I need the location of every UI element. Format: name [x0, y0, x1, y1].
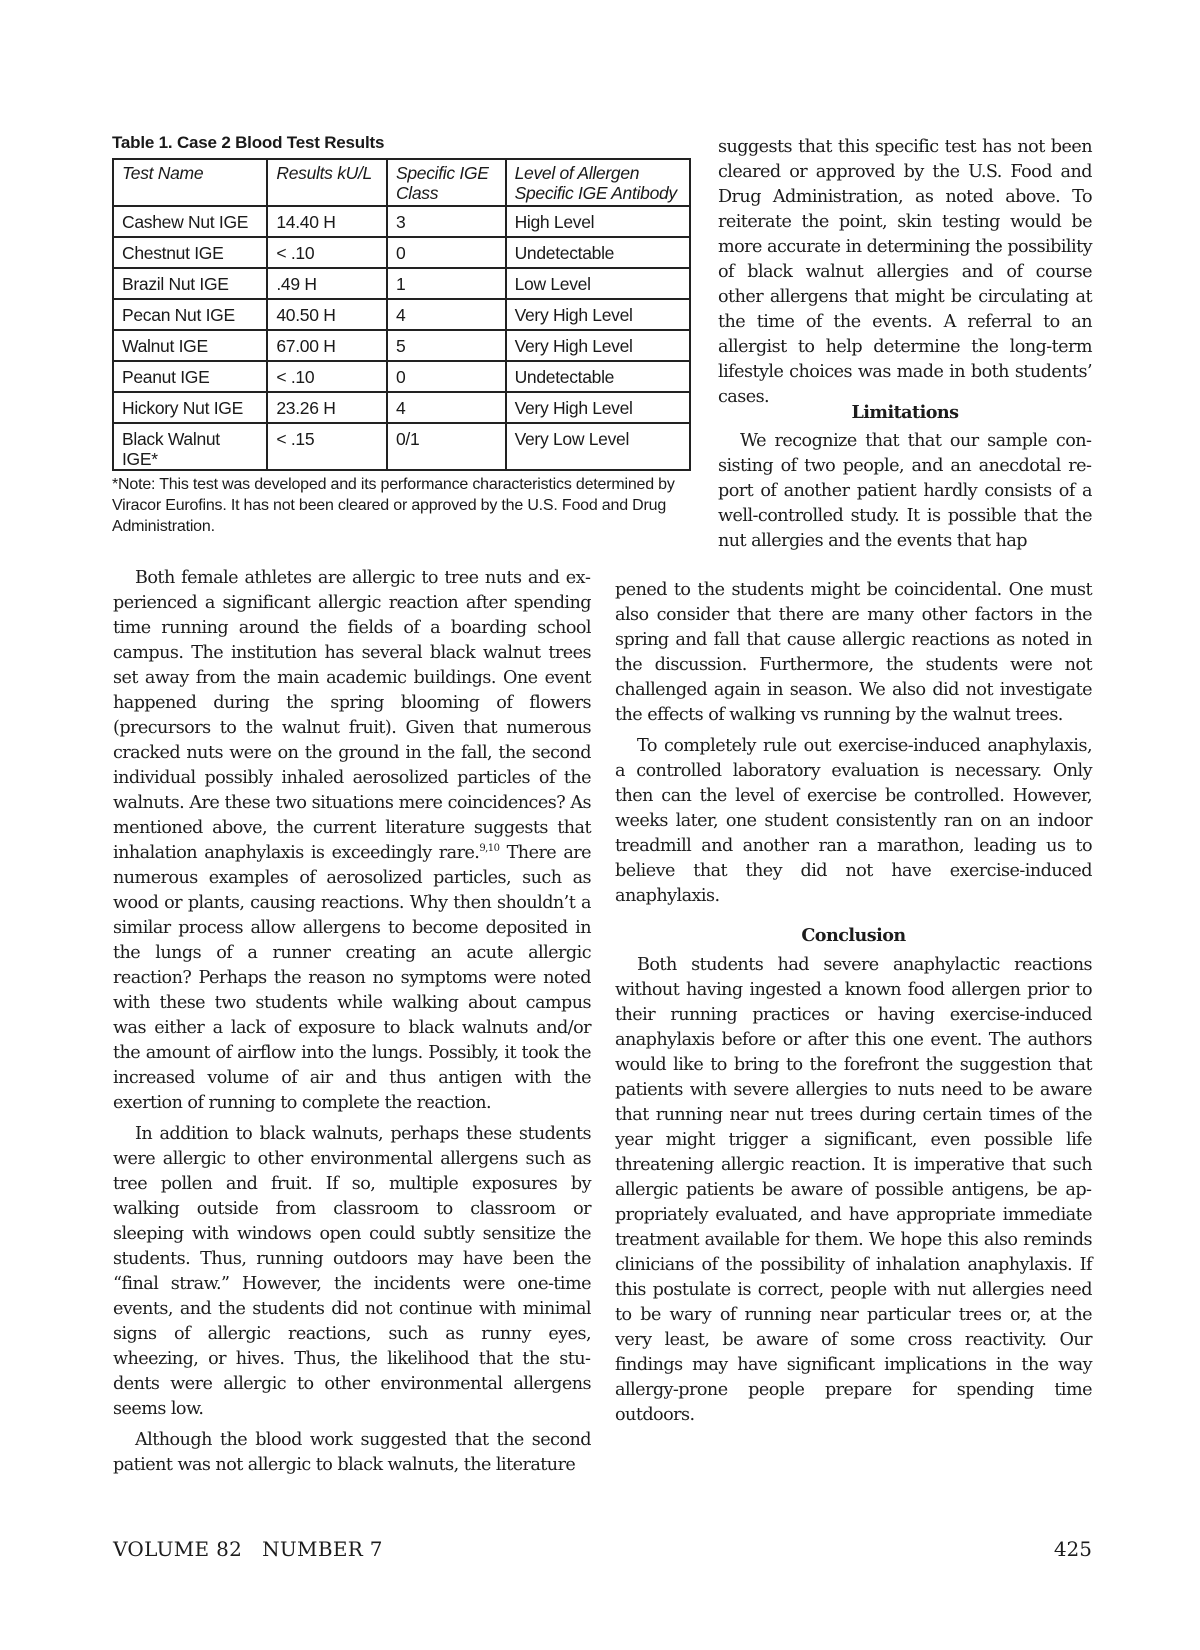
cell-ige-class: 3: [387, 206, 506, 237]
cell-ige-class: 4: [387, 392, 506, 423]
conclusion-heading: Conclusion: [801, 925, 906, 946]
limitations-section: [718, 400, 1092, 554]
body-paragraph: Both students had severe anaphylactic reactions without having ingested a known food allergen prior to their running practices or having exercise-induced anaphylaxis before or after this one event. The authors would like to bring to the forefront the suggestion that patients with severe allergies to nuts need to be aware that running near nut trees during certain times of the year might trigger a significant, even possible life threatening allergic reaction. It is imperative that such allergic patients be aware of possible antigens, be appropriately evaluated, and have appropriate immediate treatment available for them. We hope this also reminds clinicians of the possibility of inhalation anaphylaxis. If this postulate is correct, people with nut allergies need to be wary of running near particular trees or, at the very least, be aware of some cross reactivity. Our findings may have significant implications in the way allergy-prone people prepare for spending time outdoors.: [615, 955, 1092, 1425]
limitations-heading: Limitations: [851, 402, 959, 423]
cell-ige-class: 0: [387, 237, 506, 268]
body-paragraph: To completely rule out exercise-induced anaphylaxis, a controlled laboratory evaluation is necessary. Only then can the level of exercise be controlled. However, weeks later, one student consistently ran on an indoor treadmill and another ran a marathon, leading us to believe that they did not have exercise-induced anaphylaxis.: [615, 736, 1092, 906]
cell-ige-class: 4: [387, 299, 506, 330]
cell-result: .49 H: [267, 268, 387, 299]
paragraph-text: Both female athletes are allergic to tree nuts and experienced a significant allergic reaction after spending time running around the fields of a boarding school campus. The institution has several black walnut trees set away from the main academic buildings. One event happened during the spring blooming of flowers (precursors to the walnut fruit). Given that numerous cracked nuts were on the ground in the fall, the second individual possibly inhaled aerosolized particles of the walnuts. Are these two situations mere coincidences? As mentioned above, the current literature suggests that inhalation anaphylaxis is exceedingly rare.: [113, 568, 591, 863]
body-paragraph: [113, 566, 591, 1116]
cell-result: 23.26 H: [267, 392, 387, 423]
cell-result: < .10: [267, 361, 387, 392]
cell-test-name: Hickory Nut IGE: [113, 392, 267, 423]
blood-test-table-block: [112, 133, 691, 537]
table-title: Table 1. Case 2 Blood Test Results: [112, 133, 385, 152]
cell-antibody-level: Very High Level: [506, 330, 690, 361]
blood-test-results-table: [112, 158, 691, 471]
body-paragraph: pened to the students might be coincidental. One must also consider that there are many other factors in the spring and fall that cause allergic reactions as noted in the discussion. Furthermore, the students were not challenged again in season. We also did not investigate the effects of walking vs running by the walnut trees.: [615, 580, 1092, 725]
table-row: [113, 330, 690, 361]
cell-result: 67.00 H: [267, 330, 387, 361]
cell-result: < .10: [267, 237, 387, 268]
cell-ige-class: 0: [387, 361, 506, 392]
body-paragraph: Although the blood work suggested that the second patient was not allergic to black walnuts, the literature: [113, 1430, 591, 1475]
reference-superscript: 9,10: [479, 843, 500, 855]
right-column-top: [718, 135, 1092, 416]
body-paragraph: suggests that this specific test has not been cleared or approved by the U.S. Food and Drug Administration, as noted above. To reiterate the point, skin testing would be more accurate in determining the possibility of black walnut allergies and of course other allergens that might be circulating at the time of the events. A referral to an allergist to help determine the long-term lifestyle choices was made in both students’ cases.: [718, 137, 1092, 407]
table-row: [113, 392, 690, 423]
body-paragraph: In addition to black walnuts, perhaps these students were allergic to other environmental allergens such as tree pollen and fruit. If so, multiple exposures by walking outside from classroom to classroom or sleeping with windows open could subtly sensitize the students. Thus, running outdoors may have been the “final straw.” However, the incidents were one-time events, and the students did not continue with minimal signs of allergic reactions, such as runny eyes, wheezing, or hives. Thus, the likelihood that the students were allergic to other environmental allergens seems low.: [113, 1124, 591, 1419]
table-header-row: [113, 159, 690, 206]
cell-antibody-level: Undetectable: [506, 361, 690, 392]
table-row: [113, 299, 690, 330]
table-row: [113, 361, 690, 392]
cell-result: 40.50 H: [267, 299, 387, 330]
cell-test-name: Walnut IGE: [113, 330, 267, 361]
table-row: [113, 423, 690, 470]
cell-test-name: Pecan Nut IGE: [113, 299, 267, 330]
footer-page-number: 425: [1053, 1537, 1092, 1561]
body-paragraph: We recognize that that our sample consisting of two people, and an anecdotal report of another patient hardly consists of a well-controlled study. It is possible that the nut allergies and the events that hap: [718, 431, 1092, 551]
cell-test-name: Cashew Nut IGE: [113, 206, 267, 237]
paragraph-text: There are numerous examples of aerosolized particles, such as wood or plants, causing reactions. Why then shouldn’t a similar process allow allergens to become deposited in the lungs of a runner creating an acute allergic reaction? Perhaps the reason no symptoms were noted with these two students while walking about campus was either a lack of exposure to black walnuts and/or the amount of airflow into the lungs. Possibly, it took the increased volume of air and thus antigen with the exertion of running to complete the reaction.: [113, 843, 592, 1113]
cell-result: 14.40 H: [267, 206, 387, 237]
cell-antibody-level: High Level: [506, 206, 690, 237]
cell-antibody-level: Very High Level: [506, 299, 690, 330]
cell-antibody-level: Very Low Level: [506, 423, 690, 470]
cell-result: < .15: [267, 423, 387, 470]
table-body: [113, 206, 690, 470]
cell-ige-class: 1: [387, 268, 506, 299]
table-row: [113, 268, 690, 299]
footer-volume: [113, 1537, 383, 1561]
cell-test-name: Black Walnut IGE*: [113, 423, 267, 470]
cell-antibody-level: Very High Level: [506, 392, 690, 423]
cell-ige-class: 5: [387, 330, 506, 361]
table-note: *Note: This test was developed and its performance characteristics determined by Viracor Eurofins. It has not been cleared or approved by the U.S. Food and Drug Administration.: [112, 476, 675, 535]
cell-antibody-level: Undetectable: [506, 237, 690, 268]
table-row: [113, 237, 690, 268]
header-test-name: Test Name: [113, 159, 267, 206]
footer-volume-text: VOLUME 82 NUMBER 7: [113, 1537, 383, 1561]
left-column: [113, 566, 591, 1484]
header-results: Results kU/L: [267, 159, 387, 206]
right-column-main: [615, 578, 1092, 1434]
cell-test-name: Brazil Nut IGE: [113, 268, 267, 299]
header-ige-class: Specific IGE Class: [387, 159, 506, 206]
cell-antibody-level: Low Level: [506, 268, 690, 299]
table-row: [113, 206, 690, 237]
cell-ige-class: 0/1: [387, 423, 506, 470]
cell-test-name: Peanut IGE: [113, 361, 267, 392]
cell-test-name: Chestnut IGE: [113, 237, 267, 268]
header-antibody-level: Level of Allergen Specific IGE Antibody: [506, 159, 690, 206]
